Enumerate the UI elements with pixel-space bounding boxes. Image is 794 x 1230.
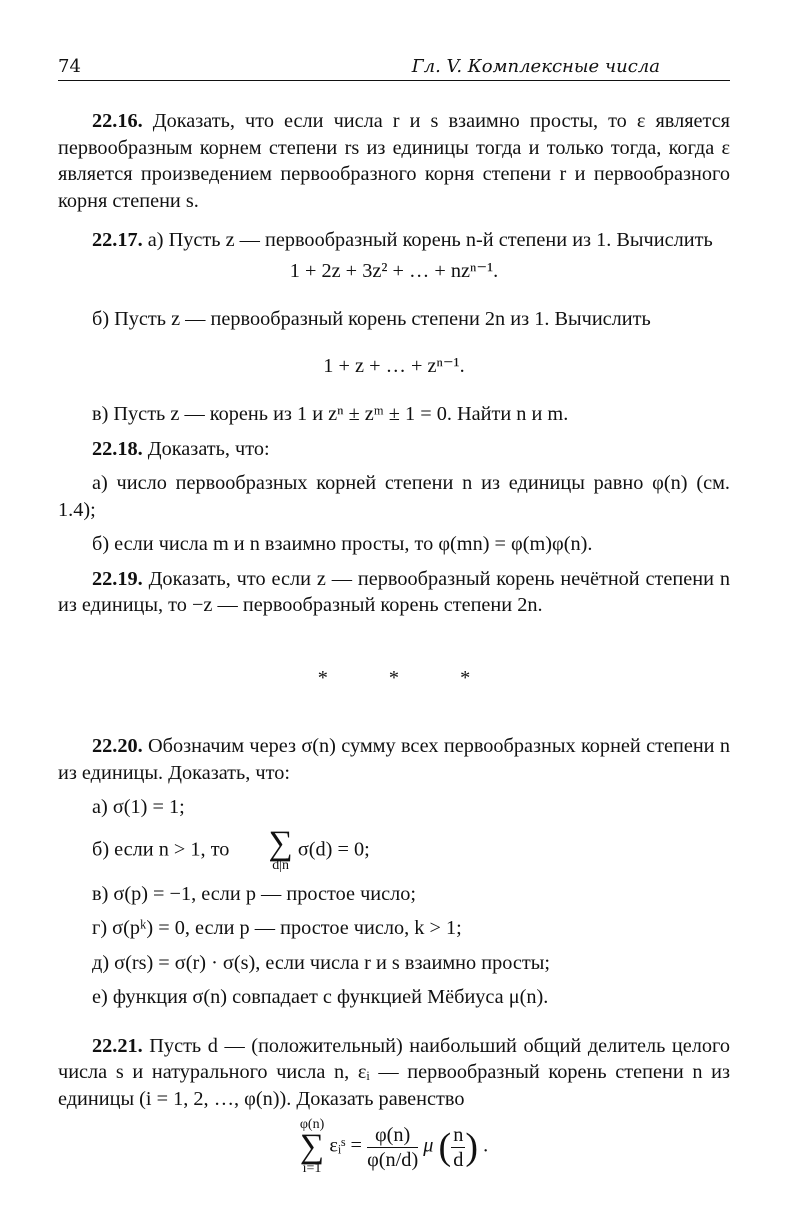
problem-22-17a bbox=[58, 227, 730, 254]
sum-symbol: ∑ bbox=[299, 1128, 325, 1165]
problem-22-18a: а) число первообразных корней степени n из единицы равно φ(n) (см. 1.4); bbox=[58, 472, 730, 521]
sum-lower: i=1 bbox=[302, 1161, 322, 1176]
problem-22-19 bbox=[58, 566, 730, 619]
problem-22-18b: б) если числа m и n взаимно просты, то φ(mn) = φ(m)φ(n). bbox=[92, 533, 593, 555]
problem-22-21 bbox=[58, 1033, 730, 1113]
fraction-denominator: φ(n/d) bbox=[367, 1148, 419, 1171]
problem-22-20d: г) σ(pᵏ) = 0, если p — простое число, k > 1; bbox=[92, 917, 462, 939]
problem-text: Доказать, что: bbox=[147, 437, 270, 460]
sum-index: d|n bbox=[272, 857, 290, 873]
problem-text: Пусть d — (положительный) наибольший общий делитель целого числа s и натурального числа n, εᵢ — первообразный корень степени n из единицы (i = 1, 2, …, φ(n)). Доказать равенство bbox=[58, 1034, 730, 1110]
sum-operator bbox=[235, 824, 293, 873]
sum-operator bbox=[300, 1118, 324, 1176]
problem-number: 22.20. bbox=[92, 735, 143, 757]
problem-22-20b bbox=[58, 824, 730, 873]
fraction-numerator: n bbox=[453, 1123, 464, 1146]
problem-22-20c: в) σ(p) = −1, если p — простое число; bbox=[92, 882, 417, 905]
formula-22-21 bbox=[58, 1118, 730, 1176]
chapter-title: Гл. V. Комплексные числа bbox=[411, 56, 660, 77]
item-prefix: б) если n > 1, то bbox=[92, 838, 230, 861]
problem-number: 22.21. bbox=[92, 1034, 143, 1057]
formula-b: 1 + z + … + zⁿ⁻¹. bbox=[323, 354, 465, 377]
fraction-denominator: d bbox=[453, 1148, 464, 1171]
fraction-n-d bbox=[451, 1123, 465, 1172]
problem-22-20f: е) функция σ(n) совпадает с функцией Мёбиуса μ(n). bbox=[92, 986, 549, 1008]
sum-symbol: ∑ bbox=[268, 824, 293, 862]
problem-22-17b: б) Пусть z — первообразный корень степени 2n из 1. Вычислить bbox=[92, 308, 651, 330]
problem-text: Обозначим через σ(n) сумму всех первообразных корней степени n из единицы. Доказать, что: bbox=[58, 735, 730, 784]
page-number: 74 bbox=[58, 56, 81, 77]
problem-text: Доказать, что если z — первообразный корень нечётной степени n из единицы, то −z — первообразный корень степени 2n. bbox=[58, 567, 730, 616]
fraction-numerator: φ(n) bbox=[367, 1123, 418, 1148]
problem-number: 22.16. bbox=[92, 110, 143, 132]
problem-text: Доказать, что если числа r и s взаимно просты, то ε является первообразным корнем степени rs из единицы тогда и только тогда, когда ε является произведением первообразного корня степени r и первообразного корня степени s. bbox=[58, 110, 730, 212]
problem-22-20a: а) σ(1) = 1; bbox=[92, 796, 185, 818]
problem-number: 22.17. bbox=[92, 229, 143, 251]
problem-text: а) Пусть z — первообразный корень n-й степени из 1. Вычислить bbox=[147, 229, 713, 251]
item-suffix: σ(d) = 0; bbox=[297, 838, 370, 861]
fraction bbox=[367, 1123, 418, 1172]
page-body bbox=[58, 108, 730, 1176]
problem-22-16 bbox=[58, 108, 730, 214]
problem-22-20e: д) σ(rs) = σ(r) · σ(s), если числа r и s взаимно просты; bbox=[92, 951, 550, 974]
problem-number: 22.19. bbox=[92, 567, 143, 590]
problem-22-18 bbox=[58, 436, 730, 463]
problem-number: 22.18. bbox=[92, 437, 143, 460]
mu-symbol: μ bbox=[423, 1134, 434, 1157]
problem-22-20 bbox=[58, 733, 730, 786]
summand: εᵢˢ = bbox=[329, 1134, 362, 1157]
section-separator: * * * bbox=[317, 666, 499, 689]
sum-upper: φ(n) bbox=[299, 1117, 325, 1132]
page bbox=[58, 0, 730, 1230]
left-paren: ( bbox=[438, 1125, 452, 1168]
formula-end: . bbox=[483, 1134, 489, 1157]
running-header bbox=[58, 56, 730, 81]
right-paren: ) bbox=[465, 1125, 478, 1168]
formula-a: 1 + 2z + 3z² + … + nzⁿ⁻¹. bbox=[289, 259, 499, 282]
problem-22-17c: в) Пусть z — корень из 1 и zⁿ ± zᵐ ± 1 = 0. Найти n и m. bbox=[92, 403, 569, 425]
